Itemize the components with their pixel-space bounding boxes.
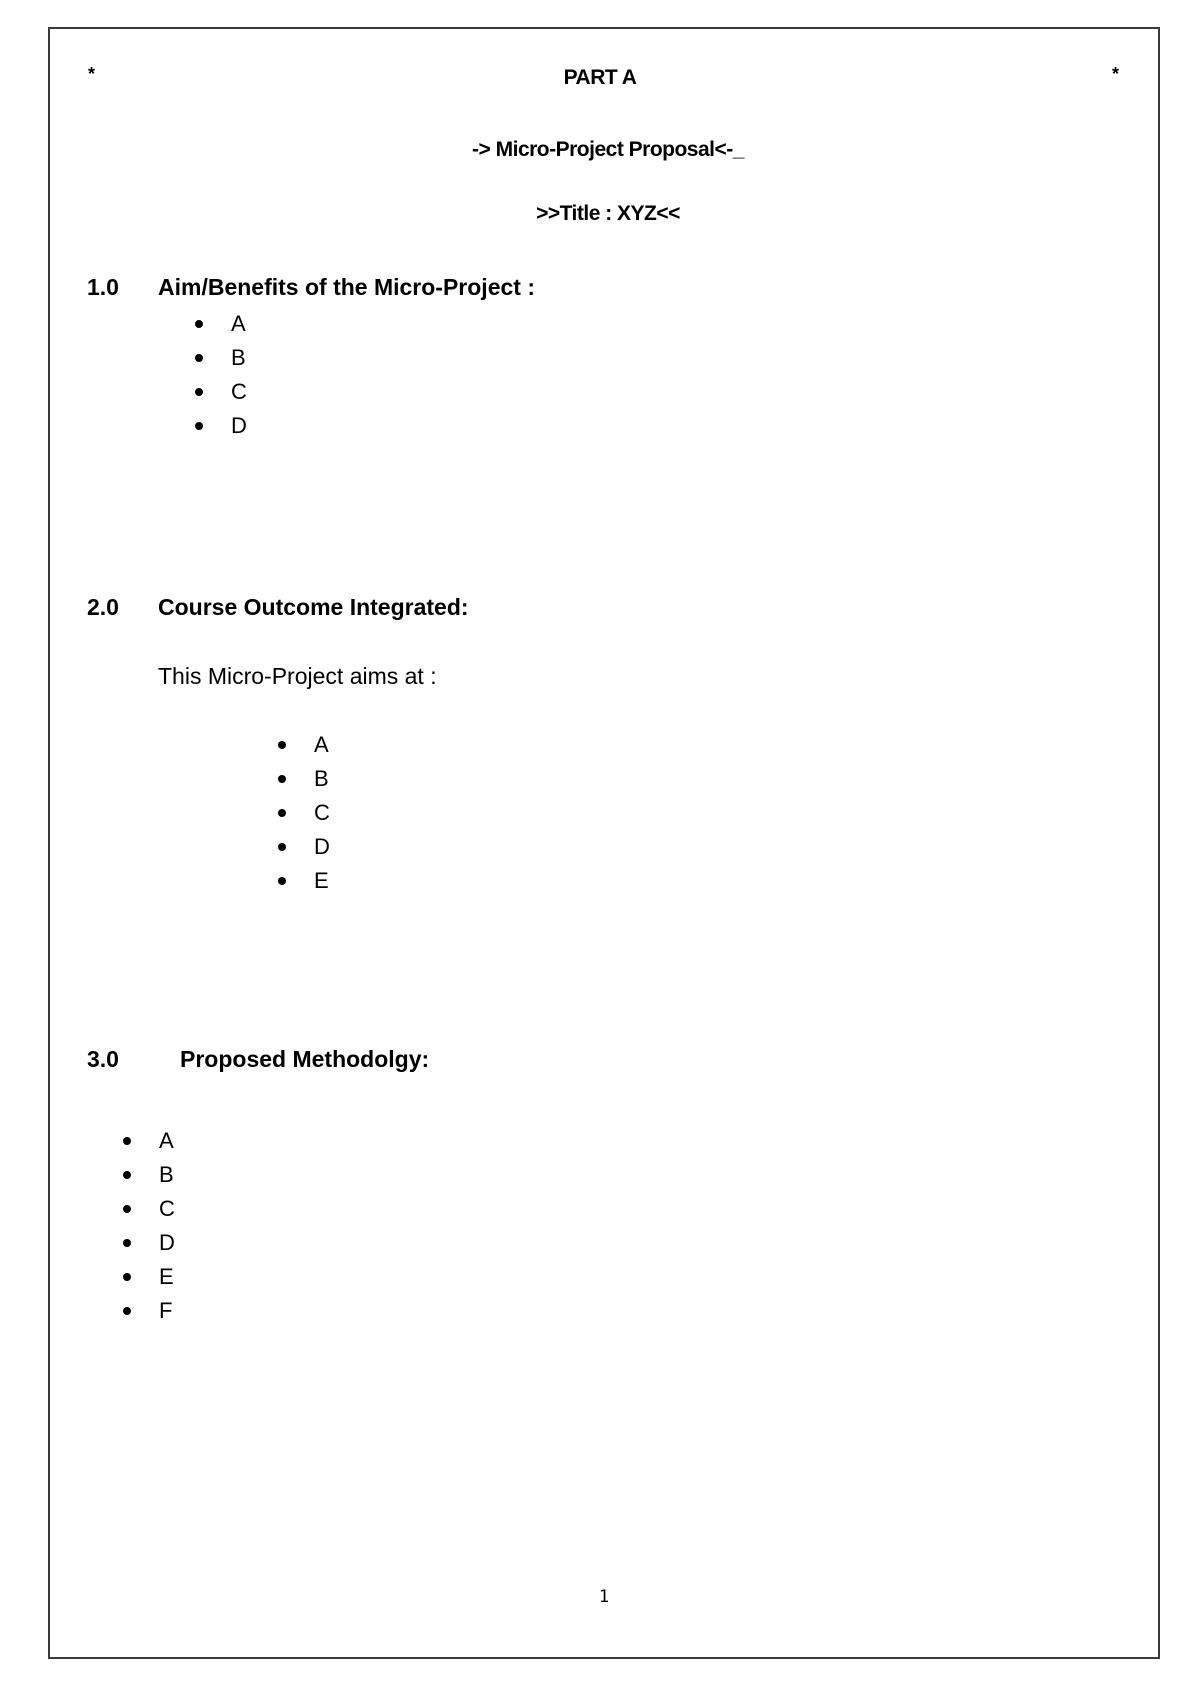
section-number: 1.0 [87, 274, 119, 300]
part-title: PART A [563, 66, 637, 89]
section-title: Course Outcome Integrated: [158, 594, 469, 620]
header-star-right: * [1112, 64, 1120, 84]
bullet-icon [278, 843, 286, 851]
bullet-icon [123, 1239, 131, 1247]
bullet-icon [278, 877, 286, 885]
bullet-icon [278, 775, 286, 783]
bullet-icon [123, 1273, 131, 1281]
section-title: Proposed Methodolgy: [180, 1046, 430, 1072]
proposal-title: -> Micro-Project Proposal<-_ [472, 138, 744, 161]
bullet-icon [278, 741, 286, 749]
bullet-icon [195, 422, 203, 430]
bullet-icon [123, 1307, 131, 1315]
bullet-icon [123, 1171, 131, 1179]
page-number: 1 [598, 1587, 610, 1607]
section-number: 2.0 [87, 594, 119, 620]
section-number: 3.0 [87, 1046, 119, 1072]
bullet-icon [195, 388, 203, 396]
bullet-icon [195, 320, 203, 328]
section-title: Aim/Benefits of the Micro-Project : [158, 274, 535, 300]
section-2-intro: This Micro-Project aims at : [158, 663, 437, 689]
bullet-icon [123, 1205, 131, 1213]
bullet-icon [278, 809, 286, 817]
bullet-icon [123, 1137, 131, 1145]
header-star-left: * [88, 64, 96, 84]
page-border [48, 27, 1160, 1659]
project-title: >>Title : XYZ<< [536, 202, 680, 225]
bullet-icon [195, 354, 203, 362]
